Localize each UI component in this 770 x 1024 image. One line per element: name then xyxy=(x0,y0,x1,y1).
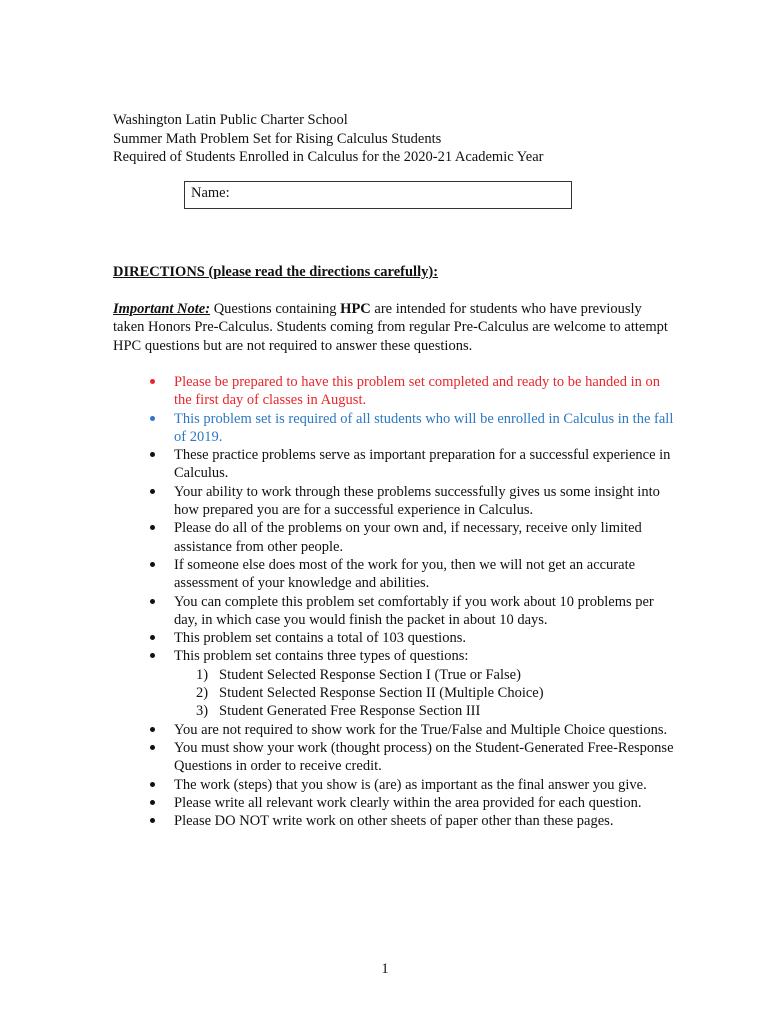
important-note-text-after: are intended for students who have previously taken Honors Pre-Calculus. Students coming from regular Pre-Calculus are welcome to attempt HPC questions but are not required to answer these questions. xyxy=(113,301,668,354)
list-item xyxy=(150,446,680,483)
bullet-icon xyxy=(150,452,155,457)
list-item xyxy=(150,647,680,720)
name-label: Name: xyxy=(191,185,230,201)
list-item xyxy=(150,739,680,776)
question-type-number: 3) xyxy=(196,703,209,720)
list-item-text: This problem set contains three types of questions: xyxy=(174,648,469,665)
question-type-text: Student Selected Response Section II (Multiple Choice) xyxy=(219,685,544,702)
bullet-icon xyxy=(150,727,155,732)
bullet-icon xyxy=(150,745,155,750)
list-item xyxy=(150,776,680,794)
list-item xyxy=(150,593,680,630)
bullet-icon xyxy=(150,653,155,658)
list-item xyxy=(150,410,680,447)
name-field-box[interactable] xyxy=(184,181,572,209)
question-types-list xyxy=(174,666,680,721)
document-title: Summer Math Problem Set for Rising Calculus Students xyxy=(113,130,442,147)
bullet-icon xyxy=(150,562,155,567)
document-subtitle: Required of Students Enrolled in Calculus for the 2020-21 Academic Year xyxy=(113,149,544,165)
list-item-text: This problem set is required of all students who will be enrolled in Calculus in the fall of 2019. xyxy=(174,410,674,445)
list-item-text: This problem set contains a total of 103 questions. xyxy=(174,630,466,647)
list-item-text: You are not required to show work for the True/False and Multiple Choice questions. xyxy=(174,721,668,738)
bullet-icon xyxy=(150,635,155,640)
list-item xyxy=(150,721,680,739)
list-item xyxy=(150,519,680,556)
list-item xyxy=(150,373,680,410)
document-header xyxy=(113,111,543,167)
bullet-icon xyxy=(150,489,155,494)
bullet-icon xyxy=(150,782,155,787)
important-note-text-before: Questions containing xyxy=(210,301,341,317)
list-item-text: Your ability to work through these problems successfully gives us some insight into how prepared you are for a successful experience in Calculus. xyxy=(174,483,660,519)
list-item-text: Please do all of the problems on your own and, if necessary, receive only limited assistance from other people. xyxy=(174,520,642,555)
list-item-text: Please DO NOT write work on other sheets of paper other than these pages. xyxy=(174,813,614,830)
question-type-item xyxy=(196,702,680,720)
list-item xyxy=(150,556,680,593)
bullet-icon xyxy=(150,379,155,384)
list-item-text: Please be prepared to have this problem set completed and ready to be handed in on the first day of classes in August. xyxy=(174,374,660,409)
list-item-text: These practice problems serve as important preparation for a successful experience in Calculus. xyxy=(174,447,671,482)
question-type-number: 2) xyxy=(196,685,209,702)
bullet-icon xyxy=(150,800,155,805)
question-type-item xyxy=(196,666,680,684)
list-item xyxy=(150,483,680,520)
question-type-text: Student Selected Response Section I (True or False) xyxy=(219,666,521,683)
question-type-text: Student Generated Free Response Section III xyxy=(219,703,481,720)
list-item-text: You must show your work (thought process) on the Student-Generated Free-Response Questions in order to receive credit. xyxy=(174,739,674,775)
hpc-term: HPC xyxy=(340,301,371,317)
important-note xyxy=(113,300,673,355)
list-item-text: If someone else does most of the work for you, then we will not get an accurate assessment of your knowledge and abilities. xyxy=(174,556,636,592)
page-number: 1 xyxy=(381,961,389,977)
list-item-text: You can complete this problem set comfortably if you work about 10 problems per day, in which case you would finish the packet in about 10 days. xyxy=(174,593,654,628)
bullet-icon xyxy=(150,416,155,421)
list-item xyxy=(150,794,680,812)
question-type-item xyxy=(196,684,680,702)
school-name: Washington Latin Public Charter School xyxy=(113,112,348,128)
list-item-text: Please write all relevant work clearly within the area provided for each question. xyxy=(174,794,642,811)
list-item-text: The work (steps) that you show is (are) as important as the final answer you give. xyxy=(174,776,647,793)
bullet-icon xyxy=(150,599,155,604)
important-note-lead: Important Note: xyxy=(113,301,211,317)
question-type-number: 1) xyxy=(196,666,209,683)
directions-list xyxy=(150,373,680,830)
list-item xyxy=(150,812,680,830)
directions-heading: DIRECTIONS (please read the directions carefully): xyxy=(113,264,439,280)
bullet-icon xyxy=(150,525,155,530)
list-item xyxy=(150,629,680,647)
bullet-icon xyxy=(150,818,155,823)
